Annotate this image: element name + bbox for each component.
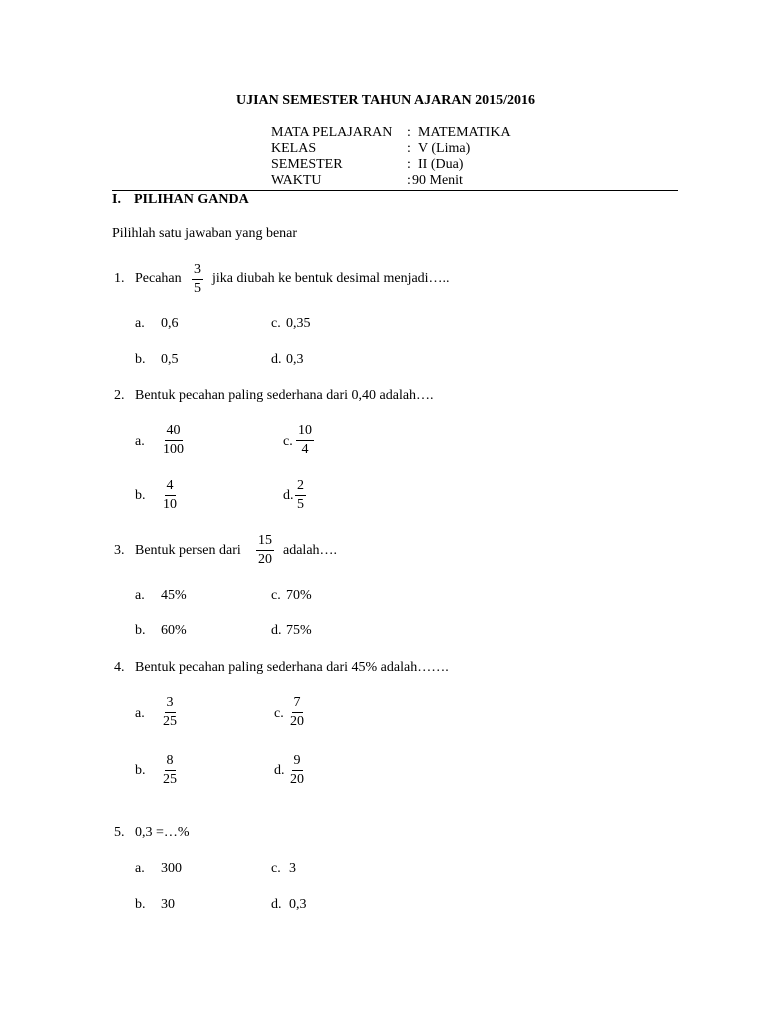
option-value: 75% <box>286 623 312 638</box>
question-text: 0,3 =…% <box>135 825 190 840</box>
option-letter: b. <box>135 763 146 778</box>
option-letter: a. <box>135 316 145 331</box>
fraction-denominator: 4 <box>301 442 309 457</box>
option-letter: a. <box>135 861 145 876</box>
fraction-denominator: 5 <box>297 497 304 512</box>
question-text: Pecahan <box>135 271 182 286</box>
option-value: 45% <box>161 588 187 603</box>
option-letter: b. <box>135 352 146 367</box>
option-letter: a. <box>135 706 145 721</box>
option-letter: a. <box>135 434 145 449</box>
option-value: 3 <box>289 861 296 876</box>
fraction-denominator: 5 <box>194 281 201 296</box>
option-fraction <box>161 423 186 458</box>
option-value: 0,6 <box>161 316 179 331</box>
info-separator: : <box>407 141 411 156</box>
fraction-numerator: 8 <box>165 753 176 771</box>
option-fraction <box>288 753 306 788</box>
question-number: 4. <box>114 660 125 675</box>
option-fraction <box>295 478 306 513</box>
option-letter: b. <box>135 897 146 912</box>
option-letter: d. <box>271 352 282 367</box>
question-number: 1. <box>114 271 125 286</box>
info-label-semester: SEMESTER <box>271 157 343 172</box>
info-separator: : <box>407 125 411 140</box>
fraction-denominator: 20 <box>258 552 272 567</box>
section-title: PILIHAN GANDA <box>134 192 249 207</box>
option-value: 60% <box>161 623 187 638</box>
option-value: 0,5 <box>161 352 179 367</box>
option-letter: c. <box>274 706 284 721</box>
page-title: UJIAN SEMESTER TAHUN AJARAN 2015/2016 <box>236 93 535 108</box>
info-value-time: 90 Menit <box>412 173 463 188</box>
fraction-denominator: 100 <box>163 442 184 457</box>
fraction-numerator: 10 <box>296 423 314 441</box>
option-fraction <box>161 478 179 513</box>
option-letter: b. <box>135 623 146 638</box>
fraction-numerator: 40 <box>165 423 183 441</box>
option-fraction <box>296 423 314 458</box>
option-letter: c. <box>283 434 293 449</box>
option-letter: d. <box>283 488 294 503</box>
fraction-denominator: 20 <box>290 714 304 729</box>
fraction-numerator: 2 <box>295 478 306 496</box>
info-separator: : <box>407 173 411 188</box>
fraction-numerator: 4 <box>165 478 176 496</box>
option-letter: c. <box>271 861 281 876</box>
fraction-denominator: 25 <box>163 714 177 729</box>
info-label-time: WAKTU <box>271 173 322 188</box>
question-fraction <box>256 533 274 568</box>
option-value: 300 <box>161 861 182 876</box>
option-value: 30 <box>161 897 175 912</box>
option-value: 0,35 <box>286 316 311 331</box>
option-letter: c. <box>271 316 281 331</box>
fraction-denominator: 10 <box>163 497 177 512</box>
option-value: 0,3 <box>286 352 304 367</box>
option-value: 0,3 <box>289 897 307 912</box>
option-letter: b. <box>135 488 146 503</box>
option-value: 70% <box>286 588 312 603</box>
fraction-numerator: 9 <box>292 753 303 771</box>
fraction-denominator: 20 <box>290 772 304 787</box>
fraction-numerator: 7 <box>292 695 303 713</box>
question-number: 5. <box>114 825 125 840</box>
question-text: Bentuk persen dari <box>135 543 241 558</box>
option-letter: a. <box>135 588 145 603</box>
info-value-subject: MATEMATIKA <box>418 125 511 140</box>
question-text: jika diubah ke bentuk desimal menjadi….. <box>212 271 450 286</box>
info-value-class: V (Lima) <box>418 141 471 156</box>
option-fraction <box>288 695 306 730</box>
question-number: 2. <box>114 388 125 403</box>
option-letter: c. <box>271 588 281 603</box>
info-label-subject: MATA PELAJARAN <box>271 125 393 140</box>
fraction-denominator: 25 <box>163 772 177 787</box>
option-letter: d. <box>271 897 282 912</box>
question-fraction <box>192 262 203 297</box>
option-fraction <box>161 753 179 788</box>
section-number: I. <box>112 192 121 207</box>
info-label-class: KELAS <box>271 141 317 156</box>
fraction-numerator: 3 <box>192 262 203 280</box>
fraction-numerator: 15 <box>256 533 274 551</box>
info-separator: : <box>407 157 411 172</box>
header-divider <box>112 190 678 191</box>
fraction-numerator: 3 <box>165 695 176 713</box>
question-number: 3. <box>114 543 125 558</box>
question-text: Bentuk pecahan paling sederhana dari 0,40 adalah…. <box>135 388 434 403</box>
question-text: adalah…. <box>283 543 338 558</box>
option-letter: d. <box>271 623 282 638</box>
option-fraction <box>161 695 179 730</box>
info-value-semester: II (Dua) <box>418 157 464 172</box>
option-letter: d. <box>274 763 285 778</box>
question-text: Bentuk pecahan paling sederhana dari 45% adalah……. <box>135 660 449 675</box>
instruction: Pilihlah satu jawaban yang benar <box>112 226 298 241</box>
